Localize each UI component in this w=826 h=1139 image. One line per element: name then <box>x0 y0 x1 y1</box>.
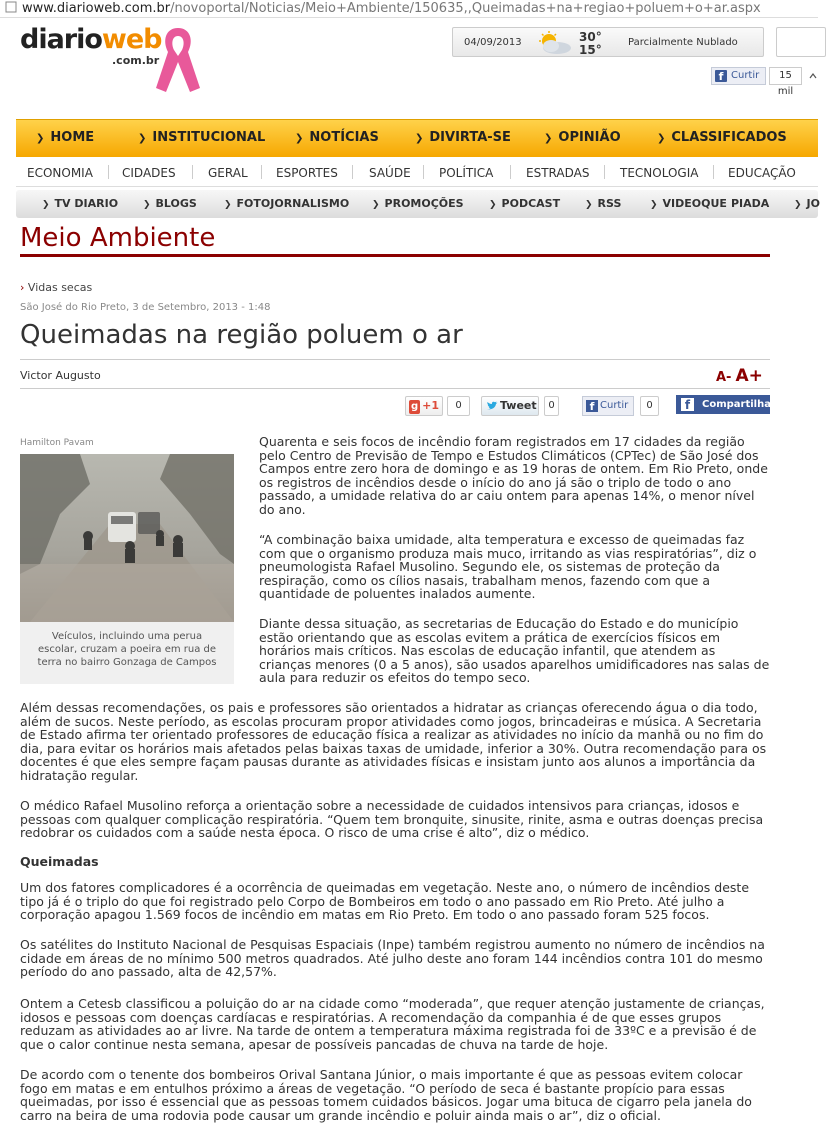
article-paragraph: Os satélites do Instituto Nacional de Pesquisas Espaciais (Inpe) também registrou aumento no número de incêndios na cidade em áreas de no mínimo 500 metros quadrados. Até julho deste ano foram 144 incêndios contra 101 do mesmo período do ano passado, alta de 42,57%. <box>20 937 765 980</box>
nav-rss[interactable]: ❯ RSS <box>585 197 622 210</box>
chevron-right-icon: ❯ <box>143 200 151 210</box>
nav-item-divirta-se[interactable]: ❯ DIVIRTA-SE <box>415 130 511 145</box>
weather-max-temp: 30° <box>579 30 602 44</box>
article-paragraph: “A combinação baixa umidade, alta temperatura e excesso de queimadas faz com que o organismo produza mais muco, irritando as vias respiratórias”, diz o pneumologista Rafael Musolino. Segundo ele, os sistemas de proteção da respiração, como os cílios nasais, trabalham menos, fazendo com que a quantidade de poluentes inalados aumente. <box>259 532 757 602</box>
article-paragraph: Ontem a Cetesb classificou a poluição do ar na cidade como “moderada”, que requer atenção justamente de crianças, idosos e pessoas com doenças cardíacas e respiratórias. A recomendação da companhia é de que esses grupos reduzam as atividades ao ar livre. Na tarde de ontem a temperatura máxima registrada foi de 33ºC e a previsão é de que o calor continue nesta semana, apesar de possíveis pancadas de chuva na tarde de hoje. <box>20 996 765 1052</box>
like-count: 0 <box>640 396 659 416</box>
tweet-count: 0 <box>544 396 559 416</box>
breadcrumb[interactable] <box>20 281 92 294</box>
divider <box>352 165 353 179</box>
divider <box>20 359 770 360</box>
facebook-icon: f <box>681 398 694 411</box>
facebook-like-count: 15 mil <box>769 67 802 85</box>
logo-text-diario: diario <box>20 24 102 55</box>
chevron-right-icon: ❯ <box>372 200 380 210</box>
like-label: Curtir <box>600 400 629 411</box>
logo-text-web: web <box>101 24 162 55</box>
chevron-right-icon: ❯ <box>544 133 553 144</box>
article-paragraph: Um dos fatores complicadores é a ocorrência de queimadas em vegetação. Neste ano, o número de incêndios deste tipo já é o triplo do que foi registrado pelo Corpo de Bombeiros em todo o ano passado em Rio Preto. Até julho a corporação apagou 1.569 focos de incêndio em matas em Rio Preto. Em todo o ano passado foram 525 focos. <box>20 880 750 923</box>
site-logo[interactable] <box>20 24 162 67</box>
nav-item-classificados[interactable]: ❯ CLASSIFICADOS <box>657 130 787 145</box>
chevron-right-icon: ❯ <box>415 133 424 144</box>
divider <box>423 165 424 179</box>
subnav-politica[interactable]: POLÍTICA <box>439 166 494 180</box>
subnav-esportes[interactable]: ESPORTES <box>276 166 338 180</box>
google-plus-count: 0 <box>447 396 470 416</box>
tweet-button[interactable] <box>481 396 539 416</box>
address-bar[interactable] <box>0 0 818 18</box>
services-navigation <box>16 190 818 218</box>
breadcrumb-label: Vidas secas <box>27 281 93 294</box>
divider <box>20 388 770 389</box>
chevron-right-icon: ❯ <box>585 200 593 210</box>
subnav-educacao[interactable]: EDUCAÇÃO <box>728 166 796 180</box>
weather-date: 04/09/2013 <box>464 37 522 48</box>
subnav-cidades[interactable]: CIDADES <box>122 166 176 180</box>
url-host: www.diarioweb.com.br <box>22 1 171 16</box>
google-plus-icon: g <box>411 401 419 412</box>
article-paragraph: De acordo com o tenente dos bombeiros Orival Santana Júnior, o mais importante é que as pessoas evitem colocar fogo em matas e em entulhos próximo a áreas de vegetação. “O período de seca é bastante propício para essas queimadas, por isso é essencial que as pessoas tomem cuidados básicos. Jogar uma bituca de cigarro pela janela do carro na beira de uma rodovia pode causar um grande incêndio e poluir ainda mais o ar”, diz o oficial. <box>20 1067 752 1123</box>
chevron-right-icon: ❯ <box>650 200 658 210</box>
page-icon <box>4 1 18 13</box>
article-author: Victor Augusto <box>20 369 101 382</box>
article-headline: Queimadas na região poluem o ar <box>20 320 463 350</box>
partly-cloudy-icon <box>531 31 575 55</box>
article-dateline: São José do Rio Preto, 3 de Setembro, 2013 - 1:48 <box>20 302 271 313</box>
chevron-right-icon: ❯ <box>794 200 802 210</box>
subnav-economia[interactable]: ECONOMIA <box>27 166 93 180</box>
nav-podcast[interactable]: ❯ PODCAST <box>489 197 561 210</box>
article-subheading: Queimadas <box>20 854 99 869</box>
article-paragraph: Diante dessa situação, as secretarias de Educação do Estado e do município estão orientando que as escolas evitem a prática de exercícios físicos em horários mais críticos. Nas escolas de educação infantil, que atendem as crianças menores (0 a 5 anos), são usados aparelhos umidificadores nas salas de aula para reduzir os efeitos do tempo seco. <box>259 616 770 686</box>
nav-tv-diario[interactable]: ❯ TV DIARIO <box>42 197 119 210</box>
nav-item-home[interactable]: ❯ HOME <box>36 130 95 145</box>
nav-videoque[interactable]: ❯ VIDEOQUE <box>650 197 727 210</box>
facebook-like-article-button[interactable] <box>582 396 634 416</box>
decrease-font-button[interactable]: A- <box>716 370 732 385</box>
url-path: /novoportal/Noticias/Meio+Ambiente/150635,,Queimadas+na+regiao+poluem+o+ar.aspx <box>170 1 761 16</box>
nav-item-opiniao[interactable]: ❯ OPINIÃO <box>544 130 621 145</box>
tweet-label: Tweet <box>500 399 537 412</box>
google-plus-button[interactable] <box>405 396 443 416</box>
divider <box>713 165 714 179</box>
weather-min-temp: 15° <box>579 43 602 57</box>
subnav-estradas[interactable]: ESTRADAS <box>526 166 590 180</box>
facebook-share-button[interactable] <box>676 395 776 414</box>
nav-item-noticias[interactable]: ❯ NOTÍCIAS <box>295 130 379 145</box>
facebook-like-button[interactable] <box>711 67 766 85</box>
increase-font-button[interactable]: A+ <box>735 366 763 386</box>
section-navigation <box>16 157 818 187</box>
weather-condition: Parcialmente Nublado <box>628 37 738 48</box>
article-paragraph: O médico Rafael Musolino reforça a orientação sobre a necessidade de cuidados intensivos para crianças, idosos e pessoas com qualquer complicação respiratória. “Quem tem bronquite, sinusite, rinite, asma e outras doenças precisa redobrar os cuidados com a saúde nesta época. O risco de uma crise é alto”, diz o médico. <box>20 798 764 841</box>
chevron-right-icon: ❯ <box>657 133 666 144</box>
chevron-right-icon: ❯ <box>489 200 497 210</box>
chevron-right-icon: ❯ <box>138 133 147 144</box>
chevron-right-icon: ❯ <box>295 133 304 144</box>
search-input[interactable] <box>776 27 826 57</box>
chevron-right-icon: ❯ <box>224 200 232 210</box>
nav-promocoes[interactable]: ❯ PROMOÇÕES <box>372 197 464 210</box>
divider <box>604 165 605 179</box>
subnav-saude[interactable]: SAÚDE <box>369 166 411 180</box>
nav-fotojornalismo[interactable]: ❯ FOTOJORNALISMO <box>224 197 350 210</box>
subnav-tecnologia[interactable]: TECNOLOGIA <box>620 166 699 180</box>
weather-widget <box>452 27 764 57</box>
facebook-icon: f <box>586 400 598 412</box>
section-divider <box>20 254 770 257</box>
article-paragraph: Além dessas recomendações, os pais e professores são orientados a hidratar as crianças oferecendo água o dia todo, além de sucos. Neste período, as escolas procuram propor atividades como jogos, brincadeiras e música. A Secretaria de Estado afirma ter orientado professores de educação física a realizar as atividades no início da manhã ou no fim do dia, para evitar os horários mais afetados pelas baixas taxas de umidade, inferior a 30%. Outra recomendação para os docentes é que eles sempre façam pausas durante as atividades físicas e insistam junto aos alunos a importância da hidratação regular. <box>20 700 767 783</box>
photo-caption: Veículos, incluindo uma perua escolar, cruzam a poeira em rua de terra no bairro Gonzaga de Campos <box>20 622 234 684</box>
scroll-up-icon[interactable] <box>808 67 818 85</box>
article-photo <box>20 454 234 622</box>
photo-credit: Hamilton Pavam <box>20 438 94 448</box>
nav-blogs[interactable]: ❯ BLOGS <box>143 197 197 210</box>
nav-jo[interactable]: ❯ JO <box>794 197 820 210</box>
pink-ribbon-icon <box>148 22 208 96</box>
section-title: Meio Ambiente <box>20 223 216 253</box>
main-navigation <box>16 119 818 157</box>
article-paragraph: Quarenta e seis focos de incêndio foram registrados em 17 cidades da região pelo Centro de Previsão de Tempo e Estudos Climáticos (CPTec) de São José dos Campos entre zero hora de domingo e as 19 horas de ontem. Em Rio Preto, onde os registros de incêndios desde o início do ano já são o triplo de todo o ano passado, a umidade relativa do ar caiu ontem para apenas 14%, o menor nível do ano. <box>259 434 768 517</box>
divider <box>108 165 109 179</box>
font-size-controls <box>716 366 763 386</box>
divider <box>192 165 193 179</box>
subnav-geral[interactable]: GERAL <box>208 166 248 180</box>
nav-item-institucional[interactable]: ❯ INSTITUCIONAL <box>138 130 266 145</box>
twitter-bird-icon <box>486 401 498 411</box>
divider <box>510 165 511 179</box>
divider <box>261 165 262 179</box>
logo-domain: .com.br <box>112 54 160 67</box>
chevron-right-icon: ❯ <box>42 200 50 210</box>
chevron-right-icon: ❯ <box>36 133 45 144</box>
google-plus-label: +1 <box>422 399 440 412</box>
chevron-right-icon: › <box>20 281 25 294</box>
facebook-like-label: Curtir <box>731 70 760 81</box>
share-label: Compartilhar <box>702 399 776 410</box>
nav-piada[interactable]: PIADA <box>731 197 770 210</box>
facebook-icon: f <box>715 70 727 82</box>
